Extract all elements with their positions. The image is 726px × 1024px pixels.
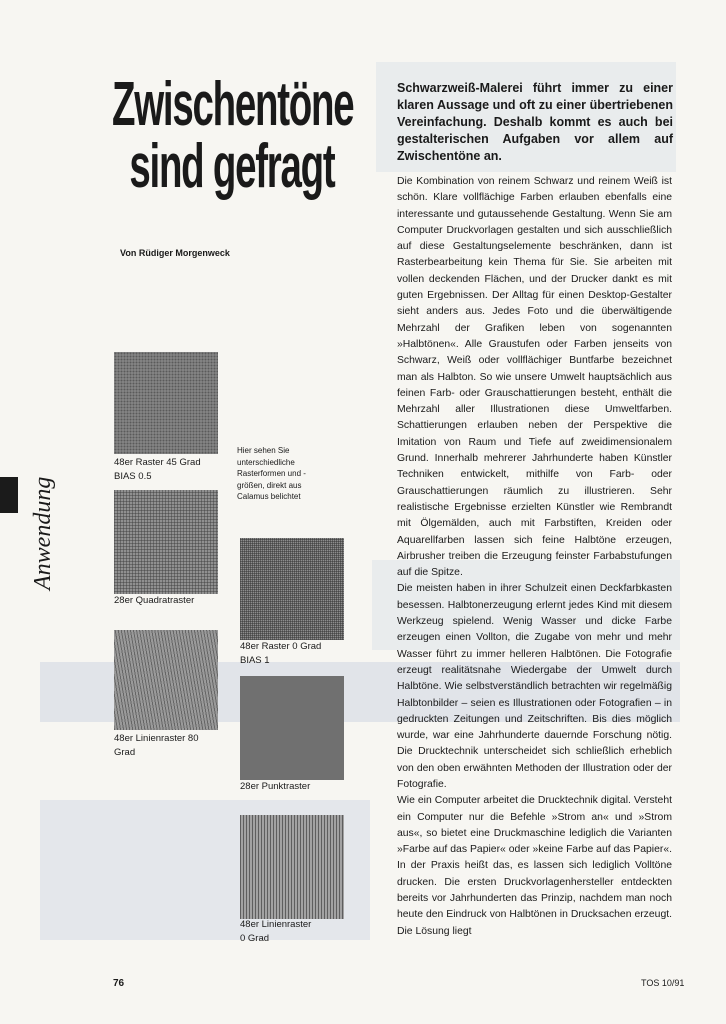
sample-caption-line: Grad [114,747,136,758]
raster-sample-1 [114,352,218,454]
section-label: Anwendung [30,476,56,590]
raster-sample-3 [114,630,218,730]
sample-caption [240,780,360,794]
sample-caption-line: 48er Linienraster 80 [114,733,199,744]
sample-caption [114,456,234,484]
body-paragraph: Wie ein Computer arbeitet die Drucktechnik digital. Versteht ein Computer nur die Befehle »Strom an« und »Strom aus«, so bietet eine Druckmaschine lediglich die Varianten »Farbe auf das Papier« oder »keine Farbe auf das Papier«. In der Praxis heißt das, es lassen sich lediglich Volltöne drucken. Die ersten Druckvorlagenhersteller entdeckten bereits vor Jahrhunderten das Prinzip, nachdem man noch heute den Eindruck von Halbtönen in Drucksachen erzeugt. Die Lösung liegt [397,795,672,937]
page-number: 76 [113,978,125,989]
sample-caption [114,594,234,608]
raster-sample-4 [240,538,344,640]
sample-caption-line: 0 Grad [240,933,270,944]
raster-sample-2 [114,490,218,594]
section-tab-marker [0,477,18,513]
sample-caption [240,918,360,946]
sample-caption-line: BIAS 1 [240,655,270,666]
body-paragraph: Die meisten haben in ihrer Schulzeit einen Deckfarbkasten besessen. Halbtonerzeugung erlernt jedes Kind mit diesem Werkzeug spielend. Wenig Wasser und dicke Farbe erzeugen einen Vollton, die Zugabe von mehr und mehr Wasser führt zu immer helleren Halbtönen. Die Fotografie erzeugt realitätsnahe Wiedergabe der Umwelt durch Halbtöne. Wie selbstverständlich betrachten wir regelmäßig Halbtonbilder – seien es Illustrationen oder Fotografien – in gedruckten Zeitungen und Zeitschriften. Bis dies möglich wurde, war eine Jahrhunderte dauernde Forschung nötig. Die Drucktechnik unterscheidet sich schließlich erheblich von den oben erwähnten Methoden der Illustration oder der Fotografie. [397,583,672,790]
sample-caption [240,640,360,668]
sample-caption-line: 48er Raster 45 Grad [114,457,201,468]
body-paragraph: Die Kombination von reinem Schwarz und reinem Weiß ist schön. Klare vollflächige Farben erlauben ebenfalls eine interessante und gutaussehende Gestaltung. Wenn Sie am Computer Druckvorlagen gestalten und sich ausschließlich auf diese Gestaltungselemente beschränken, dann ist Rasterbearbeitung kein Thema für Sie. Sie arbeiten mit vollen deckenden Flächen, und der Drucker dankt es mit guten Ergebnissen. Der Alltag für einen Desktop-Gestalter sieht anders aus. Jedes Foto und die überwältigende Mehrzahl der Grafiken leben von sogenannten »Halbtönen«. Alle Graustufen oder Farben jenseits von Schwarz, Weiß oder vollflächiger Buntfarbe bezeichnet man als Halbton. So wie unsere Umwelt hauptsächlich aus feinen Farb- oder Grauschattierungen besteht, enthält die Mehrzahl aller Illustrationen diese Umweltfarben. Schattierungen erlauben neben der Perspektive die Imitation von Raum und Tiefe auf zweidimensionalem Grund. Innerhalb mehrerer Jahrhunderte haben Künstler Techniken entwickelt, mithilfe von Farb- oder Grauschattierungen räumlich zu illustrieren. Sehr realistische Ergebnisse erzielten Künstler wie Rembrandt mit Ölgemälden, auch mit Farbstiften, Kreiden oder Aquarellfarben lassen sich feine Halbtöne erzeugen, Airbrusher treiben die Erzeugung feinster Farbabstufungen auf die Spitze. [397,176,672,579]
title-line-1: Zwischentöne [112,70,354,139]
article-title [112,70,354,201]
sample-note: Hier sehen Sie unterschiedliche Rasterformen und -größen, direkt aus Calamus belichtet [237,446,306,501]
sample-caption [114,732,234,760]
sample-caption-line: 48er Linienraster [240,919,312,930]
sample-caption-line: BIAS 0.5 [114,471,152,482]
raster-sample-5 [240,676,344,780]
title-line-2: sind gefragt [129,132,335,201]
sample-caption-line: 48er Raster 0 Grad [240,641,322,652]
byline: Von Rüdiger Morgenweck [120,248,230,258]
sample-caption-line: 28er Punktraster [240,781,311,792]
issue-label: TOS 10/91 [641,978,685,988]
sample-caption-line: 28er Quadratraster [114,595,195,606]
lead-paragraph: Schwarzweiß-Malerei führt immer zu einer klaren Aussage und oft zu einer übertriebenen Vereinfachung. Deshalb kommt es auch bei gestalterischen Aufgaben vor allem auf Zwischentöne an. [397,81,673,163]
article-body [397,174,672,949]
raster-sample-6 [240,815,344,919]
